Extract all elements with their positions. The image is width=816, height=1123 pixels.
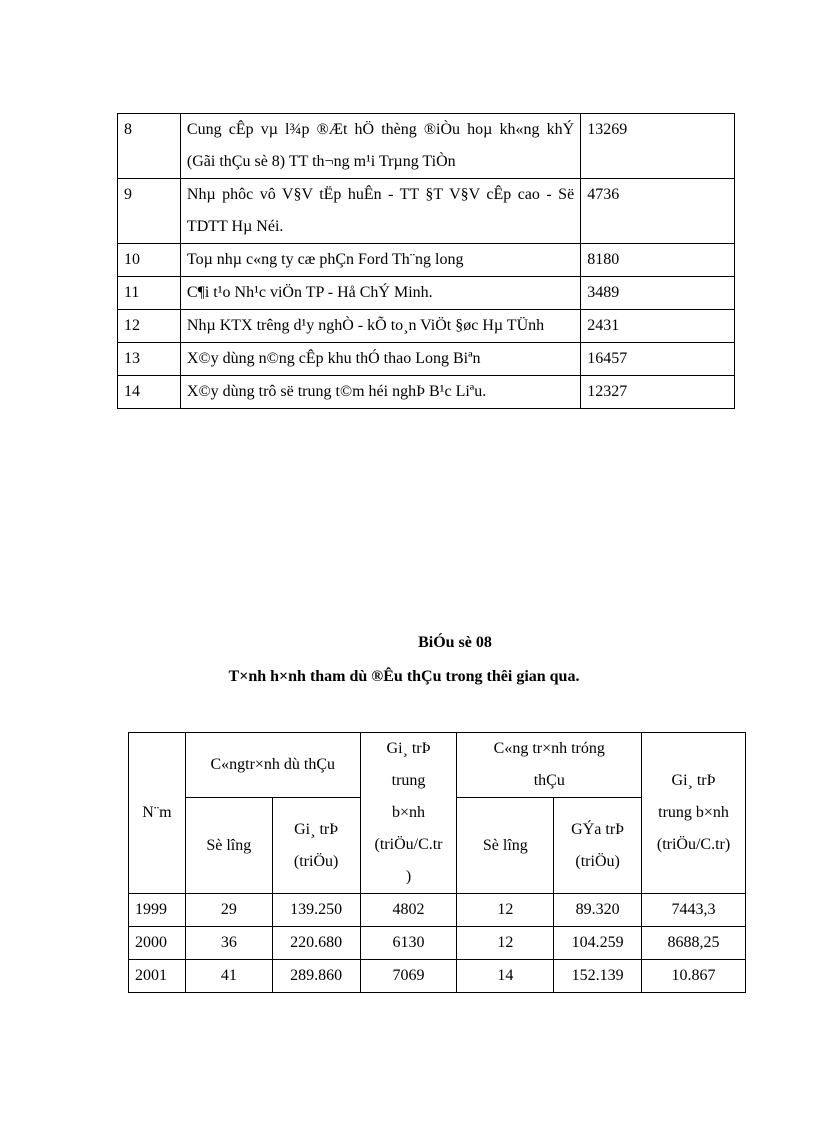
year-cell: 2001 [129,960,186,993]
table-row [118,343,735,376]
bid-count-cell: 36 [185,927,272,960]
header-win-group-line: thÇu [533,772,565,789]
header-bid-count: Sè lîng [185,798,272,894]
project-table [117,113,735,409]
header-avg-bid-line: Gi¸ trÞ [386,740,431,757]
table-subtitle: T×nh h×nh tham dù ®Êu thÇu trong thêi gian qua. [228,668,580,685]
project-name-cell: X©y dùng trô së trung t©m héi nghÞ B¹c Liªu. [180,376,580,409]
table-row [118,179,735,244]
table-row [118,376,735,409]
year-cell: 2000 [129,927,186,960]
project-name-cell: Cung cÊp vµ l¾p ®Æt hÖ thèng ®iÒu hoµ kh«ng khÝ (Gãi thÇu sè 8) TT th¬ng m¹i Trµng TiÒn [180,114,580,179]
win-count-cell: 12 [457,894,554,927]
project-name-cell: Toµ nhµ c«ng ty cæ phÇn Ford Th¨ng long [180,244,580,277]
header-win-group [457,733,642,798]
avg2-cell: 7443,3 [642,894,746,927]
header-avg-bid [360,733,457,894]
header-bid-value [272,798,360,894]
header-avg-win-line: (triÖu/C.tr) [656,836,731,853]
header-bid-value-line: (triÖu) [293,852,339,870]
row-number-cell: 11 [118,277,181,310]
project-value-cell: 13269 [581,114,735,179]
bid-count-cell: 41 [185,960,272,993]
win-count-cell: 12 [457,927,554,960]
row-number-cell: 12 [118,310,181,343]
project-value-cell: 2431 [581,310,735,343]
table-row [118,310,735,343]
bid-value-cell: 289.860 [272,960,360,993]
project-value-cell: 4736 [581,179,735,244]
avg1-cell: 7069 [360,960,457,993]
table-row [129,894,746,927]
header-win-value [554,798,642,894]
header-bid-value-line: Gi¸ trÞ [294,820,339,838]
header-win-count: Sè lîng [457,798,554,894]
header-avg-bid-line: b×nh [392,804,426,821]
bid-count-cell: 29 [185,894,272,927]
table-row [129,960,746,993]
bid-value-cell: 139.250 [272,894,360,927]
header-year: N¨m [129,733,186,894]
table-row [118,277,735,310]
row-number-cell: 14 [118,376,181,409]
header-win-value-line: GÝa trÞ [571,820,625,838]
table-row [118,114,735,179]
avg1-cell: 4802 [360,894,457,927]
header-avg-bid-line: (triÖu/C.tr [374,836,443,853]
win-value-cell: 89.320 [554,894,642,927]
table-title: BiÓu sè 08 [418,634,492,651]
win-value-cell: 104.259 [554,927,642,960]
header-avg-win-line: trung b×nh [658,804,729,821]
project-name-cell: Nhµ phôc vô V§V tËp huÊn - TT §T V§V cÊp cao - Së TDTT Hµ Néi. [180,179,580,244]
project-value-cell: 8180 [581,244,735,277]
header-avg-win [642,733,746,894]
project-value-cell: 3489 [581,277,735,310]
bid-value-cell: 220.680 [272,927,360,960]
header-win-value-line: (triÖu) [575,852,620,870]
avg2-cell: 10.867 [642,960,746,993]
year-cell: 1999 [129,894,186,927]
header-avg-bid-line: ) [405,868,412,885]
project-value-cell: 16457 [581,343,735,376]
project-value-cell: 12327 [581,376,735,409]
header-win-group-line: C«ng tr×nh tróng [493,740,605,757]
avg1-cell: 6130 [360,927,457,960]
project-name-cell: X©y dùng n©ng cÊp khu thÓ thao Long Biªn [180,343,580,376]
table-row [118,244,735,277]
win-value-cell: 152.139 [554,960,642,993]
win-count-cell: 14 [457,960,554,993]
row-number-cell: 9 [118,179,181,244]
row-number-cell: 8 [118,114,181,179]
bidding-stats-table [128,732,746,993]
row-number-cell: 10 [118,244,181,277]
table-row [129,927,746,960]
project-name-cell: C¶i t¹o Nh¹c viÖn TP - Hå ChÝ Minh. [180,277,580,310]
row-number-cell: 13 [118,343,181,376]
header-avg-win-line: Gi¸ trÞ [671,772,716,789]
avg2-cell: 8688,25 [642,927,746,960]
header-bid-group: C«ngtr×nh dù thÇu [185,733,360,798]
project-name-cell: Nhµ KTX trêng d¹y nghÒ - kÕ to¸n ViÖt §øc Hµ TÜnh [180,310,580,343]
header-avg-bid-line: trung [391,772,426,789]
